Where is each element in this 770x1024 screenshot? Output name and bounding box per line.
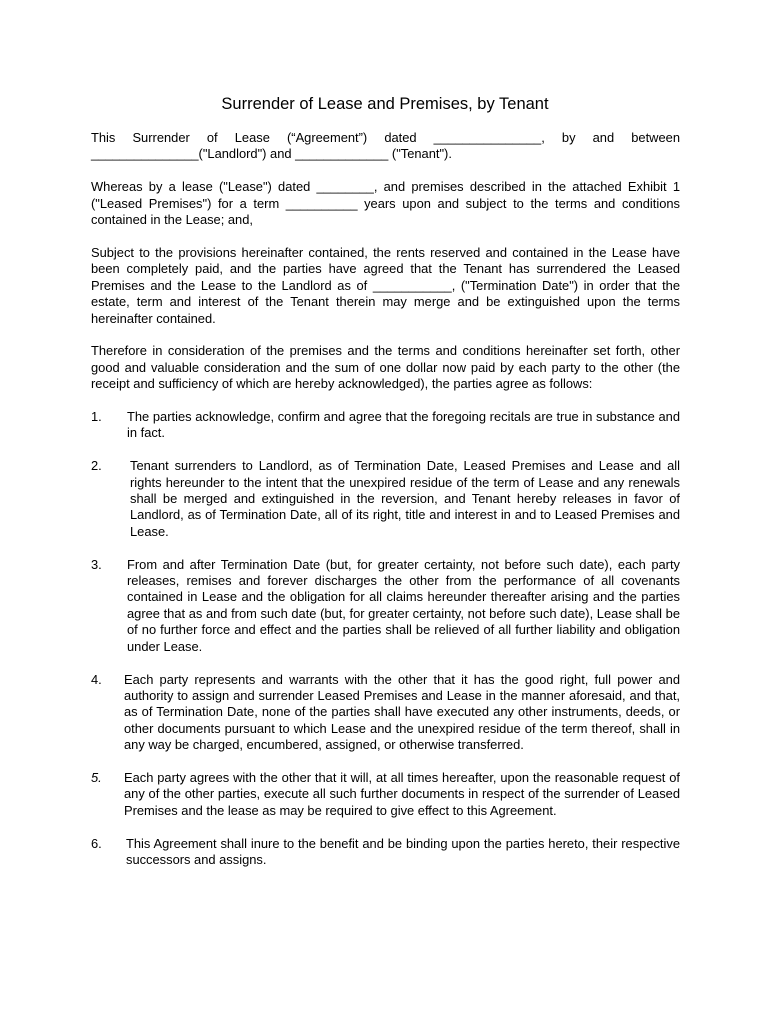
- clause-text: From and after Termination Date (but, for greater certainty, not before such date), each party releases, remises and forever discharges the other from the performance of all covenants contained in Lease and the obligation for all claims hereunder thereafter arising and the parties agree that as and from such date (but, for greater certainty, not before such date), Lease shall be of no further force and effect and the parties shall be relieved of all further liability and obligation under Lease.: [127, 556, 680, 654]
- clause-number: 6.: [91, 835, 102, 851]
- clause-number: 3.: [91, 556, 102, 572]
- clause-text: Each party agrees with the other that it will, at all times hereafter, upon the reasonable request of any of the other parties, execute all such further documents in respect of the surrender of Leased Premises and the lease as may be required to give effect to this Agreement.: [124, 769, 680, 818]
- clause-item: [91, 672, 680, 754]
- clause-item: [91, 836, 680, 869]
- therefore-paragraph: Therefore in consideration of the premises and the terms and conditions hereinafter set forth, other good and valuable consideration and the sum of one dollar now paid by each party to the other (the receipt and sufficiency of which are hereby acknowledged), the parties agree as follows:: [91, 343, 680, 392]
- clause-text: The parties acknowledge, confirm and agree that the foregoing recitals are true in substance and in fact.: [127, 409, 680, 441]
- clause-text: This Agreement shall inure to the benefit and be binding upon the parties hereto, their respective successors and assigns.: [126, 835, 680, 867]
- clause-item: [91, 409, 680, 442]
- clause-item: [91, 458, 680, 540]
- clause-text: Tenant surrenders to Landlord, as of Termination Date, Leased Premises and Lease and all rights hereunder to the intent that the unexpired residue of the term of Lease and any renewals shall be merged and extinguished in the reversion, and Tenant hereby releases in favor of Landlord, as of Termination Date, all of its right, title and interest in and to Leased Premises and Lease.: [130, 458, 680, 539]
- clause-item: [91, 770, 680, 819]
- clause-list: [91, 409, 680, 868]
- document-title: Surrender of Lease and Premises, by Tenant: [221, 95, 549, 113]
- clause-number: 2.: [91, 458, 102, 474]
- clause-number: 5.: [91, 769, 102, 785]
- clause-number: 4.: [91, 671, 102, 687]
- clause-number: 1.: [91, 409, 102, 425]
- whereas-paragraph: Whereas by a lease ("Lease") dated ________, and premises described in the attached Exhibit 1 ("Leased Premises") for a term __________ years upon and subject to the terms and conditions contained in the Lease; and,: [91, 179, 680, 228]
- clause-item: [91, 557, 680, 655]
- clause-text: Each party represents and warrants with the other that it has the good right, full power and authority to assign and surrender Leased Premises and Lease in the manner aforesaid, and that, as of Termination Date, none of the parties shall have executed any other instruments, deeds, or other documents pursuant to which Lease and the unexpired residue of the term thereof, shall in any way be charged, encumbered, assigned, or otherwise transferred.: [124, 671, 680, 753]
- subject-paragraph: Subject to the provisions hereinafter contained, the rents reserved and contained in the Lease have been completely paid, and the parties have agreed that the Tenant has surrendered the Leased Premises and the Lease to the Landlord as of ___________, ("Termination Date") in order that the estate, term and interest of the Tenant therein may merge and be extinguished upon the terms hereinafter contained.: [91, 245, 680, 326]
- document-body: [91, 130, 680, 885]
- intro-paragraph: This Surrender of Lease (“Agreement”) dated _______________, by and between _______________("Landlord") and _____________ ("Tenant").: [91, 130, 680, 162]
